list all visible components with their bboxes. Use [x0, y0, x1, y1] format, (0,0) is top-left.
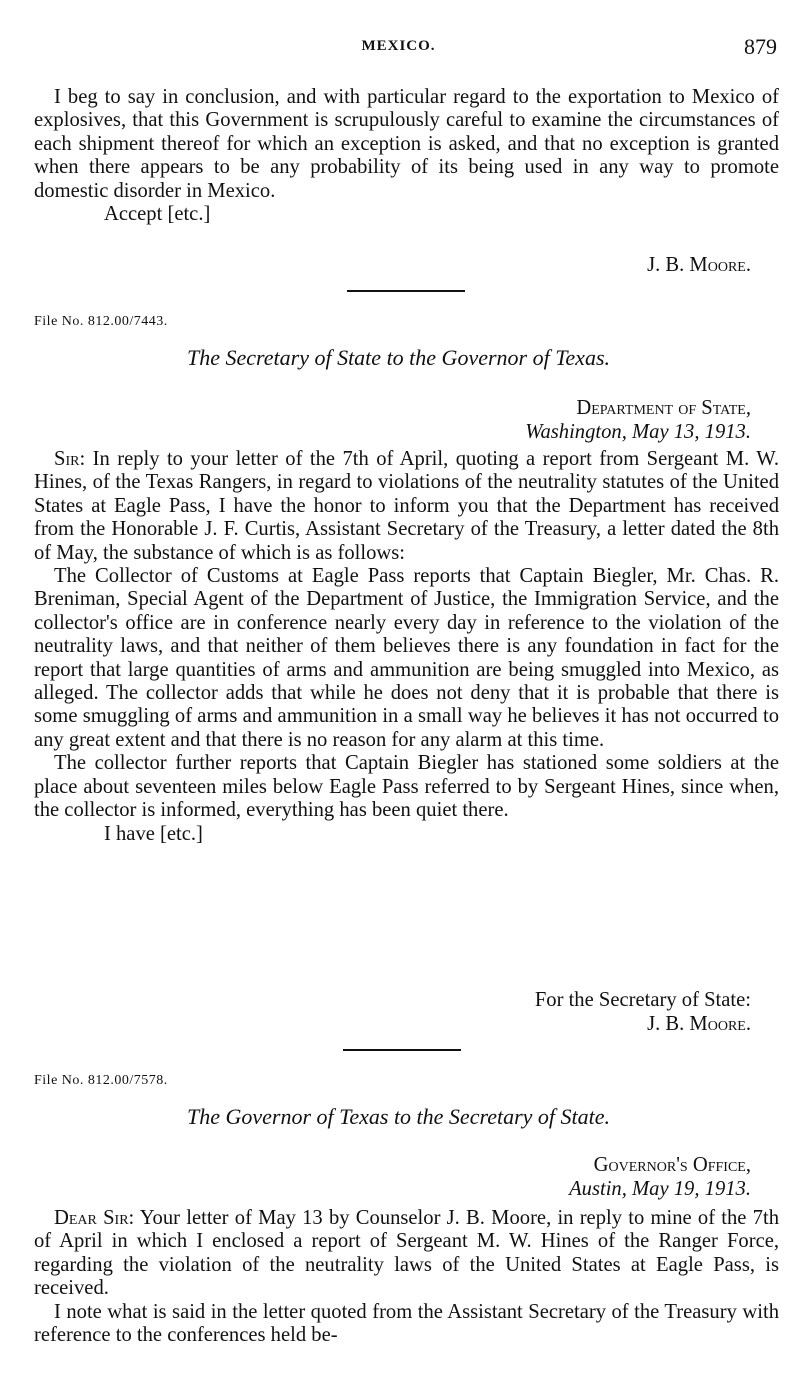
- letter1-closing: Accept [etc.]: [104, 203, 211, 226]
- letter3-paragraph-1: Dear Sir: Your letter of May 13 by Counselor J. B. Moore, in reply to mine of the 7th of April in which I enclosed a report of Sergeant M. W. Hines of the Ranger Force, regarding the violation of the neutrality laws of the United States at Eagle Pass, is received.: [34, 1207, 779, 1300]
- letter3-paragraph-2: I note what is said in the letter quoted from the Assistant Secretary of the Treasury with reference to the conferences held be-: [34, 1300, 779, 1347]
- page-number: 879: [744, 34, 777, 59]
- place-date: Washington, May 13, 1913.: [525, 421, 751, 443]
- file-number: File No. 812.00/7443.: [34, 314, 168, 329]
- document-heading: The Governor of Texas to the Secretary of State.: [186, 1104, 611, 1129]
- document-heading: The Secretary of State to the Governor of Texas.: [186, 345, 611, 370]
- dateline: [569, 1153, 751, 1201]
- office-line: Governor's Office,: [593, 1154, 751, 1176]
- letter1-tail: [34, 86, 779, 226]
- running-title: MEXICO.: [361, 38, 436, 54]
- letter2-paragraph-1: Sir: In reply to your letter of the 7th of April, quoting a report from Sergeant M. W. Hines, of the Texas Rangers, in regard to violations of the neutrality statutes of the United States at Eagle Pass, I have the honor to inform you that the Department has received from the Honorable J. F. Curtis, Assistant Secretary of the Treasury, a letter dated the 8th of May, the substance of which is as follows:: [34, 448, 779, 564]
- salutation: Sir:: [54, 448, 86, 470]
- letter2-body: [34, 448, 779, 846]
- letter2-closing: I have [etc.]: [104, 822, 203, 845]
- letter1-paragraph: I beg to say in conclusion, and with particular regard to the exportation to Mexico of explosives, that this Government is scrupulously careful to examine the circumstances of each shipment thereof for which an exception is asked, and that no exception is granted when there appears to be any probability of its being used in any way to promote domestic disorder in Mexico.: [34, 86, 779, 202]
- for-line: For the Secretary of State:: [534, 989, 751, 1011]
- department-line: Department of State,: [576, 397, 751, 419]
- salutation: Dear Sir:: [54, 1207, 135, 1229]
- letter2-paragraph-3: The collector further reports that Captain Biegler has stationed some soldiers at the place about seventeen miles below Eagle Pass referred to by Sergeant Hines, since when, the collector is informed, everything has been quiet there.: [34, 752, 779, 822]
- section-divider: [343, 1049, 461, 1051]
- running-head: [0, 34, 797, 64]
- file-number: File No. 812.00/7578.: [34, 1073, 168, 1088]
- letter2-signature: J. B. Moore.: [647, 1013, 751, 1035]
- letter2-signature-block: [535, 988, 751, 1036]
- section-divider: [347, 290, 465, 292]
- place-date: Austin, May 19, 1913.: [569, 1178, 751, 1200]
- letter3-body: [34, 1207, 779, 1347]
- dateline: [525, 396, 751, 444]
- letter1-signature: J. B. Moore.: [647, 254, 751, 276]
- letter2-paragraph-2: The Collector of Customs at Eagle Pass reports that Captain Biegler, Mr. Chas. R. Breniman, Special Agent of the Department of Justice, the Immigration Service, and the collector's office are in conference nearly every day in reference to the violation of the neutrality laws, and that neither of them believes there is any foundation in fact for the report that large quantities of arms and ammunition are being smuggled into Mexico, as alleged. The collector adds that while he does not deny that it is probable that there is some smuggling of arms and ammunition in a small way he believes it has not occurred to any great extent and that there is no reason for any alarm at this time.: [34, 565, 779, 751]
